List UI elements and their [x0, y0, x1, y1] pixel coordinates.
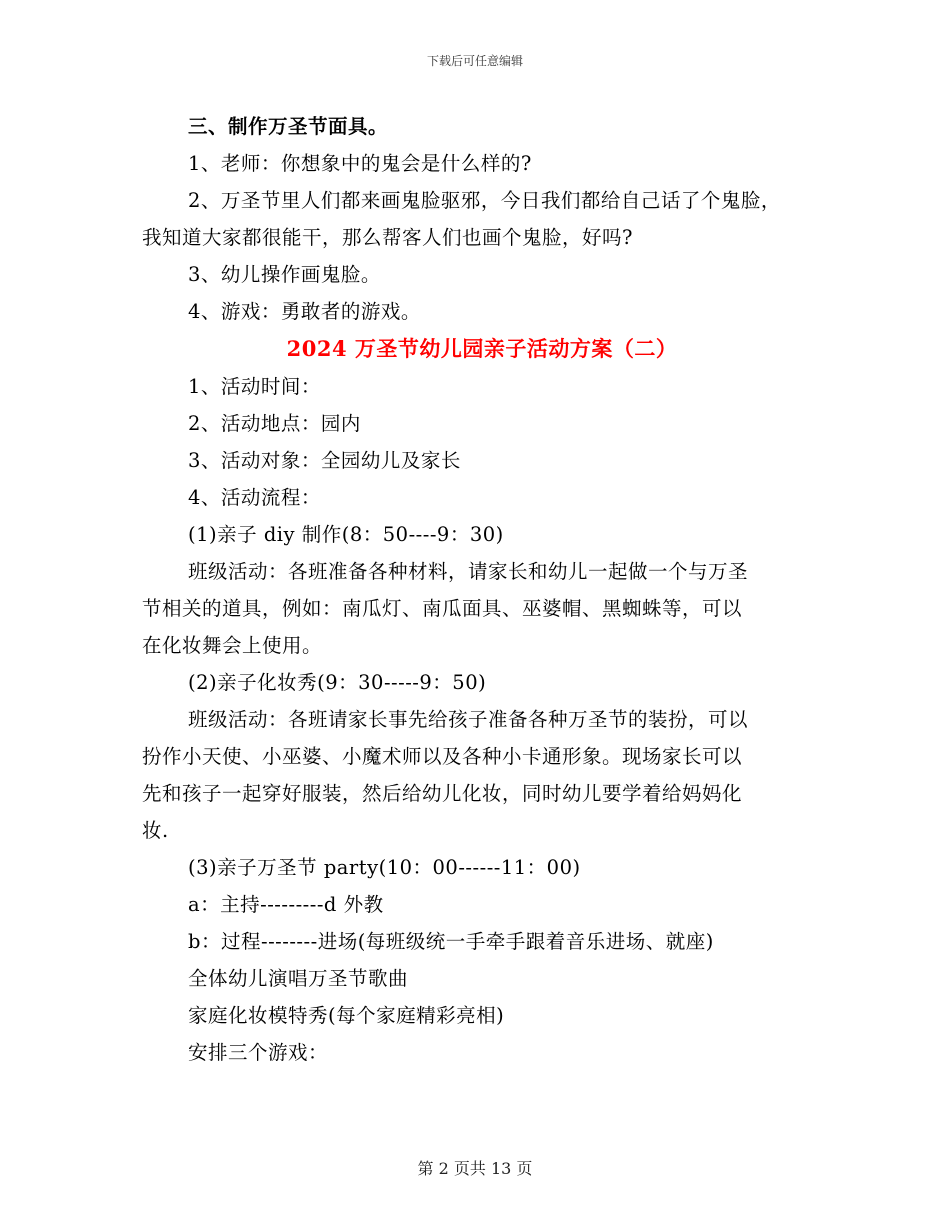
- paragraph-line: (3)亲子万圣节 party(10：00------11：00): [188, 856, 581, 879]
- paragraph-line: 扮作小天使、小巫婆、小魔术师以及各种小卡通形象。现场家长可以: [142, 745, 743, 768]
- page-footer: 第 2 页共 13 页: [417, 1159, 533, 1178]
- paragraph-line: 班级活动：各班请家长事先给孩子准备各种万圣节的装扮，可以: [188, 708, 749, 731]
- paragraph-line: 全体幼儿演唱万圣节歌曲: [188, 967, 409, 990]
- paragraph-line: 班级活动：各班准备各种材料，请家长和幼儿一起做一个与万圣: [188, 560, 749, 583]
- paragraph-line: 2、活动地点：园内: [188, 412, 361, 435]
- paragraph-line: 4、游戏：勇敢者的游戏。: [188, 300, 421, 323]
- section-title: 2024 万圣节幼儿园亲子活动方案（二）: [286, 336, 678, 361]
- paragraph-line: 2、万圣节里人们都来画鬼脸驱邪，今日我们都给自己话了个鬼脸，: [188, 189, 781, 212]
- document-body: [142, 108, 822, 1071]
- paragraph-line: 在化妆舞会上使用。: [142, 634, 323, 657]
- paragraph-line: 3、活动对象：全园幼儿及家长: [188, 449, 461, 472]
- paragraph-line: (2)亲子化妆秀(9：30-----9：50): [188, 671, 487, 694]
- paragraph-line: (1)亲子 diy 制作(8：50----9：30): [188, 523, 504, 546]
- paragraph-line: 先和孩子一起穿好服装，然后给幼儿化妆，同时幼儿要学着给妈妈化: [142, 782, 743, 805]
- paragraph-line: 1、活动时间：: [188, 375, 321, 398]
- paragraph-line: b：过程--------进场(每班级统一手牵手跟着音乐进场、就座): [188, 930, 714, 953]
- paragraph-line: 我知道大家都很能干，那么帮客人们也画个鬼脸，好吗?: [142, 226, 633, 249]
- paragraph-line: 4、活动流程：: [188, 486, 321, 509]
- paragraph-line: 节相关的道具，例如：南瓜灯、南瓜面具、巫婆帽、黑蜘蛛等，可以: [142, 597, 743, 620]
- paragraph-line: 安排三个游戏：: [188, 1041, 329, 1064]
- paragraph-line: 3、幼儿操作画鬼脸。: [188, 263, 381, 286]
- page-header: 下载后可任意编辑: [426, 54, 523, 68]
- paragraph-line: a：主持---------d 外教: [188, 893, 384, 916]
- paragraph-line: 妆.: [142, 819, 169, 842]
- paragraph-line: 1、老师：你想象中的鬼会是什么样的?: [188, 152, 532, 175]
- paragraph-line: 家庭化妆模特秀(每个家庭精彩亮相): [188, 1004, 505, 1027]
- paragraph-line: 三、制作万圣节面具。: [188, 115, 389, 138]
